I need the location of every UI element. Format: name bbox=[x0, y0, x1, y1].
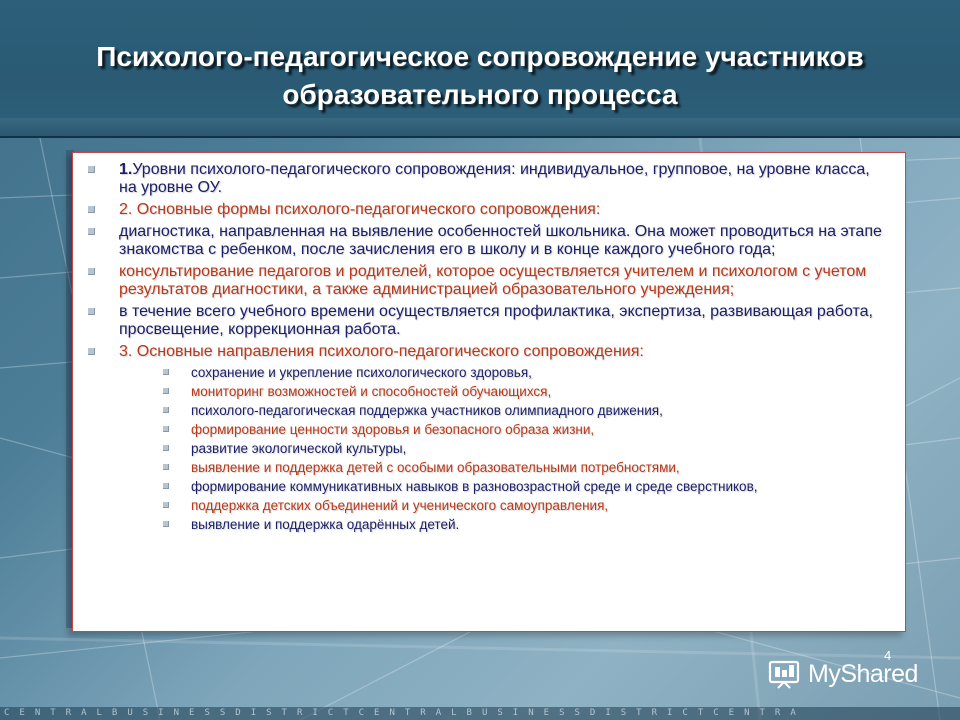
sub-bullet-text: мониторинг возможностей и способностей обучающихся, bbox=[191, 384, 552, 399]
watermark-text: MyShared bbox=[808, 659, 918, 688]
bullet-item-diagnostics bbox=[87, 223, 887, 259]
sub-bullet-text: выявление и поддержка детей с особыми образовательными потребностями, bbox=[191, 460, 680, 475]
bullet-square-icon bbox=[163, 369, 169, 375]
content-panel bbox=[72, 152, 906, 632]
bullet-square-icon bbox=[88, 348, 95, 355]
bullet-square-icon bbox=[163, 502, 169, 508]
bullet-square-icon bbox=[88, 206, 95, 213]
bullet-text: в течение всего учебного времени осуществляется профилактика, экспертиза, развивающая работа, просвещение, коррекционная работа. bbox=[119, 303, 873, 338]
bullet-text: 2. Основные формы психолого-педагогического сопровождения: bbox=[119, 201, 601, 218]
sub-bullet-item bbox=[163, 382, 887, 401]
sub-bullet-item bbox=[163, 401, 887, 420]
bullet-text: диагностика, направленная на выявление особенностей школьника. Она может проводиться на этапе знакомства с ребенком, после зачисления его в школу и в конце каждого учебного года; bbox=[119, 223, 882, 258]
sub-bullet-text: формирование коммуникативных навыков в разновозрастной среде и среде сверстников, bbox=[191, 479, 758, 494]
sub-bullet-item bbox=[163, 496, 887, 515]
bullet-item-levels bbox=[87, 161, 887, 197]
bullet-square-icon bbox=[88, 166, 95, 173]
sub-bullet-text: выявление и поддержка одарённых детей. bbox=[191, 517, 460, 532]
bullet-square-icon bbox=[88, 228, 95, 235]
bullet-item-forms-heading bbox=[87, 201, 887, 219]
bullet-square-icon bbox=[163, 407, 169, 413]
header-stripe bbox=[0, 118, 960, 138]
bullet-prefix: 1. bbox=[119, 161, 133, 178]
bullet-square-icon bbox=[163, 483, 169, 489]
bullet-square-icon bbox=[163, 521, 169, 527]
bullet-item-prevention bbox=[87, 303, 887, 339]
main-bullet-list bbox=[87, 157, 887, 534]
bullet-square-icon bbox=[163, 464, 169, 470]
myshared-logo-icon bbox=[768, 659, 802, 689]
bullet-square-icon bbox=[163, 445, 169, 451]
sub-bullet-text: психолого-педагогическая поддержка участников олимпиадного движения, bbox=[191, 403, 663, 418]
bullet-square-icon bbox=[163, 426, 169, 432]
sub-bullet-item bbox=[163, 363, 887, 382]
slide-title: Психолого-педагогическое сопровождение участников образовательного процесса bbox=[96, 41, 864, 110]
bullet-square-icon bbox=[88, 268, 95, 275]
sub-bullet-item bbox=[163, 458, 887, 477]
footer-strip: CENTRALBUSINESSDISTRICTCENTRALBUSINESSDISTRICTCENTRA bbox=[0, 707, 960, 720]
bullet-item-consulting bbox=[87, 263, 887, 299]
page-number: 4 bbox=[884, 648, 892, 663]
sub-bullet-list bbox=[163, 363, 887, 534]
sub-bullet-item bbox=[163, 477, 887, 496]
sub-bullet-item bbox=[163, 420, 887, 439]
watermark-logo bbox=[768, 656, 928, 692]
bullet-text: консультирование педагогов и родителей, которое осуществляется учителем и психологом с учетом результатов диагностики, а также администрацией образовательного учреждения; bbox=[119, 263, 867, 298]
sub-bullet-text: формирование ценности здоровья и безопасного образа жизни, bbox=[191, 422, 595, 437]
sub-bullet-text: поддержка детских объединений и ученического самоуправления, bbox=[191, 498, 609, 513]
bullet-square-icon bbox=[163, 388, 169, 394]
slide-header bbox=[0, 0, 960, 138]
bullet-square-icon bbox=[88, 308, 95, 315]
bullet-text: 3. Основные направления психолого-педагогического сопровождения: bbox=[119, 343, 644, 360]
sub-bullet-item bbox=[163, 439, 887, 458]
bullet-item-directions-heading bbox=[87, 343, 887, 534]
sub-bullet-text: сохранение и укрепление психологического здоровья, bbox=[191, 365, 532, 380]
bullet-text: Уровни психолого-педагогического сопровождения: индивидуальное, групповое, на уровне класса, на уровне ОУ. bbox=[119, 161, 870, 196]
sub-bullet-text: развитие экологической культуры, bbox=[191, 441, 407, 456]
sub-bullet-item bbox=[163, 515, 887, 534]
